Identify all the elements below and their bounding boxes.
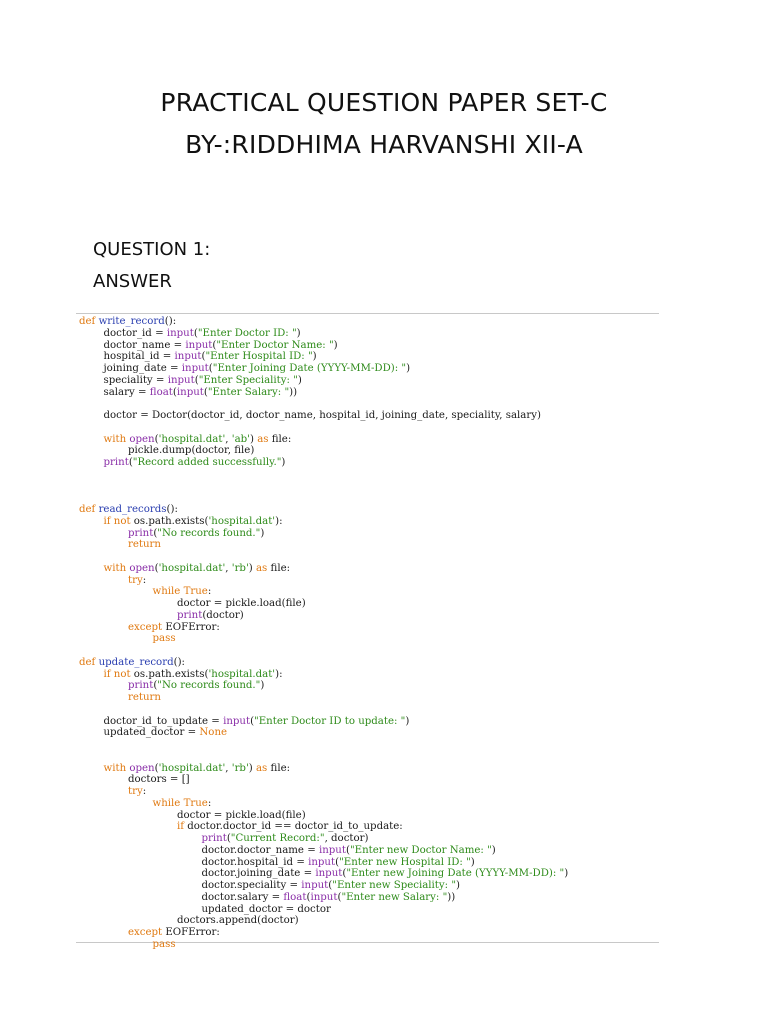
code-token: ( [342,868,347,880]
code-line [128,575,146,587]
code-token: ): [275,515,283,527]
code-line [104,375,302,387]
code-line [104,351,317,363]
code-token: ( [128,457,133,468]
code-line [153,939,176,951]
code-token: ) [249,433,258,445]
code-token: , doctor) [324,833,369,844]
code-token: , [225,562,232,574]
code-token: write_record [98,316,165,327]
code-token: doctor_id_to_update = [103,715,224,727]
code-token: input [310,891,338,903]
code-token: input [301,880,329,891]
code-line [104,763,291,775]
code-token: "Enter Doctor ID: " [197,327,297,339]
code-token: ) [406,363,411,374]
code-token: ) [297,374,302,386]
code-token: 'rb' [231,762,249,774]
code-token: ( [212,339,217,351]
code-token: input [174,351,202,363]
page-title-line-1: PRACTICAL QUESTION PAPER SET-C [160,88,608,117]
code-token: except [128,621,166,633]
code-token: EOFError: [165,927,220,938]
code-token: ) [296,327,301,339]
code-line [153,633,176,645]
code-token: ) [281,457,286,468]
code-line [104,716,410,728]
code-token: try [128,574,143,586]
code-token: ( [335,856,340,868]
code-token: file: [267,762,291,774]
code-token: doctor.hospital_id = [201,856,309,868]
code-token: doctor.speciality = [201,880,302,891]
code-token: doctor = pickle.load(file) [177,809,306,821]
code-token: ( [208,363,213,374]
code-token: input [223,715,251,727]
code-token: input [318,844,346,856]
code-token: ( [203,386,208,398]
code-token: def [79,316,99,327]
code-token: "Enter new Speciality: " [332,880,457,891]
code-line [202,857,475,869]
code-token: (): [164,316,177,327]
code-line [128,786,146,798]
code-token: doctor.joining_date = [201,868,316,880]
code-token: print [128,527,154,539]
code-token: updated_doctor = [103,727,200,739]
code-token: print [103,457,129,468]
code-token: ) [491,844,496,856]
code-line [79,504,178,516]
code-token: None [199,727,228,739]
code-token: (): [173,656,185,668]
code-token: while True [152,586,208,598]
code-line [104,328,301,340]
code-line [202,833,369,845]
code-token: if not [103,515,134,527]
code-token: (doctor) [202,609,244,621]
code-token: try [128,786,143,797]
code-token: input [166,327,194,339]
code-token: ) [248,562,256,574]
code-line [104,340,338,352]
code-token: ( [194,374,199,386]
code-token: except [128,927,166,938]
code-line [104,516,283,528]
code-token: , [225,433,232,445]
code-token: doctors = [] [128,774,190,786]
code-token: ( [153,527,158,539]
code-token: , [225,762,232,774]
code-token: ): [275,668,283,680]
code-token: 'hospital.dat' [208,668,276,680]
code-line [128,927,220,939]
code-token: as [255,762,268,774]
code-token: doctor = pickle.load(file) [177,598,306,609]
code-token: ( [154,762,159,774]
code-token: with [103,433,130,445]
code-token: 'hospital.dat' [208,515,276,527]
code-token: "Enter Doctor Name: " [216,339,334,351]
code-token: 'hospital.dat' [158,762,226,774]
code-token: ( [153,680,158,692]
code-token: def [79,656,99,668]
code-token: input [308,856,336,868]
code-token: "Record added successfully." [132,457,282,468]
code-token: pickle.dump(doctor, file) [128,445,255,457]
code-line [104,434,292,446]
code-line [202,904,331,916]
question-label: QUESTION 1: [93,239,211,260]
code-token: os.path.exists( [133,668,209,680]
code-line [104,563,291,575]
code-token: open [129,562,155,574]
code-token: "Enter Doctor ID to update: " [254,715,406,727]
code-token: doctor = Doctor(doctor_id, doctor_name, hospital_id, joining_date, speciality, salary) [103,410,541,421]
code-token: "Enter Salary: " [207,386,290,398]
code-token: hospital_id = [103,351,175,363]
code-token: ) [456,880,461,891]
code-token: 'hospital.dat' [158,562,226,574]
code-line [104,410,541,422]
code-token: 'hospital.dat' [158,433,226,445]
code-token: 'rb' [231,562,249,574]
code-token: open [129,762,155,774]
code-token: print [177,609,203,621]
code-line [177,821,403,833]
code-token: pass [152,938,176,950]
code-line [104,387,298,399]
code-line [104,727,228,739]
code-line [177,810,306,822]
code-token: doctor.doctor_name = [201,844,319,856]
code-line [128,622,220,634]
code-token: : [207,586,212,598]
code-token: ) [248,762,256,774]
code-token: (): [166,504,178,515]
code-token: doctor.doctor_id == doctor_id_to_update: [187,821,403,833]
code-token: input [181,363,209,374]
code-token: "Enter new Hospital ID: " [339,856,471,868]
code-token: doctor_name = [103,339,186,351]
code-token: with [103,562,130,574]
code-token: ( [226,833,231,844]
code-token: updated_doctor = doctor [201,903,331,915]
code-token: doctors.append(doctor) [177,915,299,927]
code-token: ) [260,680,265,692]
code-token: "Enter Hospital ID: " [205,351,313,363]
code-line [79,657,185,669]
code-token: EOFError: [165,621,220,633]
code-line [202,868,569,880]
code-token: input [315,868,343,880]
code-token: : [207,797,212,809]
code-token: "Current Record:" [230,833,325,844]
page-title-line-2: BY-:RIDDHIMA HARVANSHI XII-A [185,130,583,159]
code-token: "No records found." [157,527,261,539]
code-line [202,845,496,857]
code-token: ) [333,339,338,351]
code-line [128,445,254,457]
code-token: print [128,680,154,692]
code-token: os.path.exists( [133,515,209,527]
code-line [177,915,299,927]
code-line [128,774,190,786]
code-line [128,528,264,540]
code-token: ( [154,562,159,574]
code-token: ( [154,433,159,445]
code-token: ) [260,527,265,539]
code-token: input [176,386,204,398]
code-token: input [185,339,213,351]
code-token: "Enter new Joining Date (YYYY-MM-DD): " [346,868,565,880]
code-token: "Enter new Doctor Name: " [349,844,492,856]
code-token: doctor_id = [103,327,167,339]
code-token: open [129,433,155,445]
code-token: ( [250,715,255,727]
code-token: ( [201,351,206,363]
code-line [104,457,286,469]
code-line [153,586,212,598]
code-token: with [103,762,130,774]
code-line [153,798,212,810]
code-token: return [128,692,161,703]
code-token: 'ab' [231,433,250,445]
code-token: ( [337,891,342,903]
code-token: ( [345,844,350,856]
code-token: salary = [103,386,150,398]
code-line [202,892,456,904]
code-token: float [149,386,173,398]
code-token: if [177,821,188,833]
code-token: ( [328,880,333,891]
code-token: )) [289,386,298,398]
code-token: return [128,539,161,551]
code-token: doctor.salary = [201,891,284,903]
code-line [104,669,283,681]
code-line [128,680,264,692]
code-token: ) [470,856,475,868]
code-token: "Enter Speciality: " [198,374,298,386]
code-token: ) [405,715,410,727]
code-token: joining_date = [103,363,182,374]
code-token: file: [268,433,292,445]
code-token: : [142,574,147,586]
code-token: as [257,433,269,445]
code-token: as [255,562,268,574]
code-token: float [283,891,307,903]
code-line [202,880,461,892]
code-token: update_record [98,656,174,668]
code-token: while True [152,797,208,809]
code-line [104,363,411,375]
code-token: def [79,504,99,515]
code-token: pass [152,633,176,645]
code-token: ( [306,891,311,903]
code-token: ( [193,327,198,339]
code-token: "No records found." [157,680,261,692]
code-token: read_records [98,504,167,515]
code-token: speciality = [103,374,168,386]
code-line [177,598,306,610]
code-screenshot [76,313,659,950]
code-token: input [167,374,195,386]
code-line [79,316,176,328]
code-token: if not [103,668,134,680]
code-line [128,692,161,704]
code-token: : [142,786,147,797]
code-line [128,539,161,551]
answer-label: ANSWER [93,271,172,292]
code-token: ) [564,868,569,880]
code-token: file: [267,562,291,574]
code-token: ( [172,386,177,398]
code-token: "Enter Joining Date (YYYY-MM-DD): " [212,363,407,374]
code-token: "Enter new Salary: " [341,891,448,903]
code-token: ) [312,351,317,363]
code-token: print [201,833,227,844]
code-line [177,610,244,622]
code-token: )) [447,891,456,903]
